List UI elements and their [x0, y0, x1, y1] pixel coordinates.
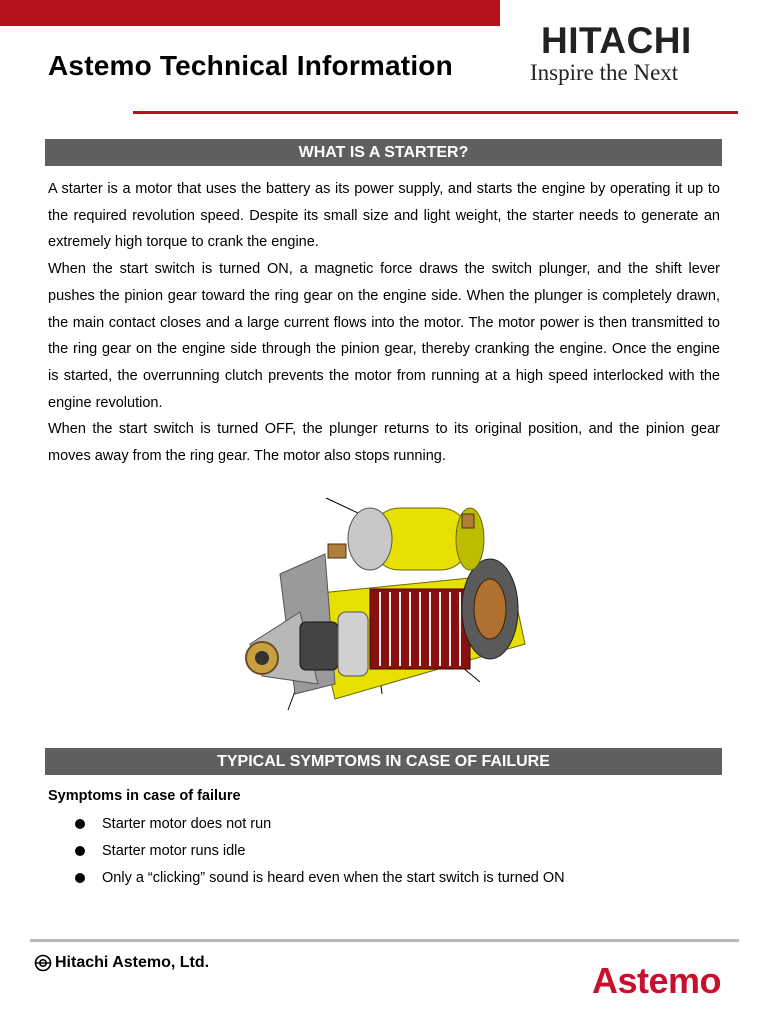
paragraph: A starter is a motor that uses the battery as its power supply, and starts the engine by operating it up to the required revolution speed. Despite its small size and light weight, the starter needs to generate an extremely high torque to crank the engine. — [48, 181, 720, 251]
company-name: Hitachi Astemo, Ltd. — [55, 954, 210, 971]
symptom-text: Only a “clicking” sound is heard even when the start switch is turned ON — [102, 870, 565, 886]
list-item — [70, 812, 565, 839]
hitachi-logo: HITACHI — [541, 20, 692, 61]
symptoms-list — [70, 812, 565, 893]
hitachi-emblem-icon — [34, 954, 52, 972]
document-title: Astemo Technical Information — [48, 50, 453, 81]
astemo-logo: Astemo — [592, 960, 722, 1001]
list-item — [70, 839, 565, 866]
footer-divider — [30, 939, 739, 942]
starter-motor-illustration — [240, 494, 540, 714]
brand-tagline: Inspire the Next — [530, 60, 679, 85]
bullet-icon — [75, 873, 85, 883]
section-heading-what-is-starter: WHAT IS A STARTER? — [45, 139, 722, 166]
bullet-icon — [75, 846, 85, 856]
section-heading-symptoms: TYPICAL SYMPTOMS IN CASE OF FAILURE — [45, 748, 722, 775]
footer-company — [34, 954, 209, 972]
paragraph: When the start switch is turned OFF, the plunger returns to its original position, and the pinion gear moves away from the ring gear. The motor also stops running. — [48, 421, 720, 465]
symptoms-subheading: Symptoms in case of failure — [48, 788, 241, 804]
section-body-text — [48, 176, 720, 470]
header-red-bar — [0, 0, 500, 26]
header-divider — [133, 111, 738, 114]
symptom-text: Starter motor does not run — [102, 816, 272, 832]
bullet-icon — [75, 819, 85, 829]
list-item — [70, 866, 565, 893]
paragraph: When the start switch is turned ON, a magnetic force draws the switch plunger, and the shift lever pushes the pinion gear toward the ring gear on the engine side. When the plunger is completely drawn, the main contact closes and a large current flows into the motor. The motor power is then transmitted to the ring gear on the engine side through the pinion gear, thereby cranking the engine. Once the engine is started, the overrunning clutch prevents the motor from running at a high speed interlocked with the engine revolution. — [48, 261, 720, 411]
symptom-text: Starter motor runs idle — [102, 843, 246, 859]
